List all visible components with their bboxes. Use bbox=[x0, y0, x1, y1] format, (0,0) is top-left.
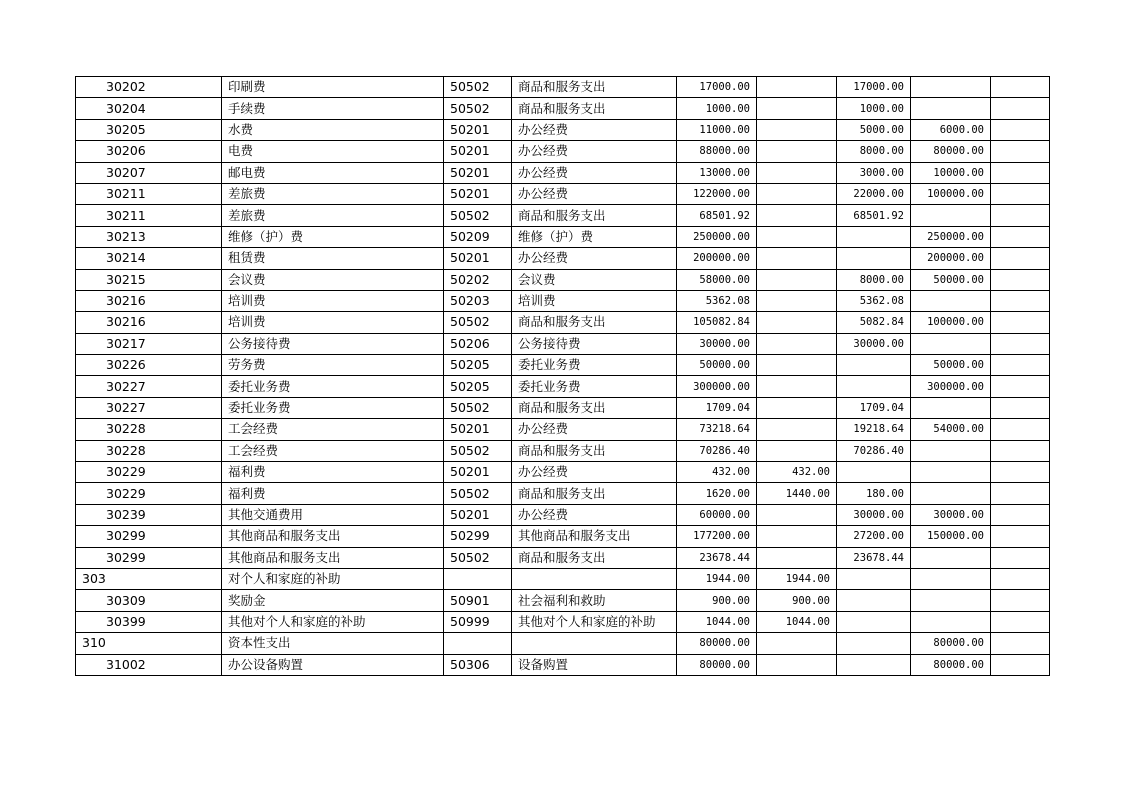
table-row bbox=[76, 568, 1050, 589]
total-amount-cell: 250000.00 bbox=[677, 226, 757, 247]
function-code-cell: 30217 bbox=[76, 333, 222, 354]
function-name-cell: 培训费 bbox=[222, 290, 444, 311]
amount-col1-cell bbox=[757, 183, 837, 204]
economic-code-cell: 50502 bbox=[444, 77, 512, 98]
total-amount-cell: 177200.00 bbox=[677, 526, 757, 547]
function-name-cell: 工会经费 bbox=[222, 419, 444, 440]
amount-col1-cell bbox=[757, 547, 837, 568]
economic-name-cell: 商品和服务支出 bbox=[512, 397, 677, 418]
amount-col3-cell: 150000.00 bbox=[911, 526, 991, 547]
amount-col3-cell bbox=[911, 397, 991, 418]
amount-col2-cell: 27200.00 bbox=[837, 526, 911, 547]
amount-col4-cell bbox=[991, 312, 1050, 333]
amount-col4-cell bbox=[991, 162, 1050, 183]
amount-col2-cell: 5082.84 bbox=[837, 312, 911, 333]
economic-name-cell: 商品和服务支出 bbox=[512, 483, 677, 504]
table-row bbox=[76, 483, 1050, 504]
economic-name-cell: 其他对个人和家庭的补助 bbox=[512, 611, 677, 632]
function-name-cell: 其他对个人和家庭的补助 bbox=[222, 611, 444, 632]
amount-col4-cell bbox=[991, 419, 1050, 440]
table-row bbox=[76, 290, 1050, 311]
function-code-cell: 30202 bbox=[76, 77, 222, 98]
amount-col4-cell bbox=[991, 119, 1050, 140]
amount-col1-cell bbox=[757, 397, 837, 418]
amount-col1-cell bbox=[757, 269, 837, 290]
economic-name-cell: 公务接待费 bbox=[512, 333, 677, 354]
economic-name-cell: 办公经费 bbox=[512, 462, 677, 483]
function-name-cell: 委托业务费 bbox=[222, 397, 444, 418]
total-amount-cell: 80000.00 bbox=[677, 654, 757, 675]
table-row bbox=[76, 183, 1050, 204]
table-row bbox=[76, 248, 1050, 269]
amount-col1-cell bbox=[757, 526, 837, 547]
total-amount-cell: 58000.00 bbox=[677, 269, 757, 290]
function-code-cell: 30299 bbox=[76, 547, 222, 568]
amount-col4-cell bbox=[991, 568, 1050, 589]
amount-col3-cell bbox=[911, 547, 991, 568]
table-row bbox=[76, 355, 1050, 376]
amount-col2-cell: 70286.40 bbox=[837, 440, 911, 461]
total-amount-cell: 122000.00 bbox=[677, 183, 757, 204]
amount-col1-cell bbox=[757, 312, 837, 333]
function-name-cell: 委托业务费 bbox=[222, 376, 444, 397]
amount-col2-cell bbox=[837, 376, 911, 397]
function-code-cell: 30228 bbox=[76, 440, 222, 461]
economic-code-cell: 50999 bbox=[444, 611, 512, 632]
economic-name-cell: 委托业务费 bbox=[512, 355, 677, 376]
total-amount-cell: 1000.00 bbox=[677, 98, 757, 119]
function-code-cell: 30211 bbox=[76, 183, 222, 204]
economic-code-cell: 50502 bbox=[444, 205, 512, 226]
function-name-cell: 劳务费 bbox=[222, 355, 444, 376]
function-code-cell: 30239 bbox=[76, 504, 222, 525]
economic-code-cell: 50201 bbox=[444, 183, 512, 204]
amount-col4-cell bbox=[991, 226, 1050, 247]
amount-col2-cell: 23678.44 bbox=[837, 547, 911, 568]
function-code-cell: 30399 bbox=[76, 611, 222, 632]
amount-col2-cell: 5000.00 bbox=[837, 119, 911, 140]
table-row bbox=[76, 611, 1050, 632]
amount-col3-cell: 6000.00 bbox=[911, 119, 991, 140]
economic-name-cell: 设备购置 bbox=[512, 654, 677, 675]
table-row bbox=[76, 141, 1050, 162]
economic-code-cell: 50201 bbox=[444, 462, 512, 483]
function-code-cell: 31002 bbox=[76, 654, 222, 675]
amount-col4-cell bbox=[991, 141, 1050, 162]
amount-col4-cell bbox=[991, 483, 1050, 504]
economic-name-cell: 商品和服务支出 bbox=[512, 205, 677, 226]
total-amount-cell: 68501.92 bbox=[677, 205, 757, 226]
amount-col4-cell bbox=[991, 590, 1050, 611]
economic-name-cell: 商品和服务支出 bbox=[512, 440, 677, 461]
total-amount-cell: 1709.04 bbox=[677, 397, 757, 418]
function-name-cell: 维修（护）费 bbox=[222, 226, 444, 247]
function-name-cell: 福利费 bbox=[222, 462, 444, 483]
total-amount-cell: 11000.00 bbox=[677, 119, 757, 140]
amount-col2-cell: 30000.00 bbox=[837, 504, 911, 525]
amount-col2-cell: 30000.00 bbox=[837, 333, 911, 354]
amount-col2-cell: 5362.08 bbox=[837, 290, 911, 311]
table-row bbox=[76, 226, 1050, 247]
amount-col4-cell bbox=[991, 376, 1050, 397]
economic-code-cell: 50299 bbox=[444, 526, 512, 547]
function-name-cell: 邮电费 bbox=[222, 162, 444, 183]
amount-col3-cell bbox=[911, 440, 991, 461]
economic-name-cell: 会议费 bbox=[512, 269, 677, 290]
function-code-cell: 30226 bbox=[76, 355, 222, 376]
function-code-cell: 30229 bbox=[76, 483, 222, 504]
amount-col4-cell bbox=[991, 504, 1050, 525]
table-row bbox=[76, 312, 1050, 333]
amount-col2-cell: 68501.92 bbox=[837, 205, 911, 226]
function-name-cell: 奖励金 bbox=[222, 590, 444, 611]
amount-col1-cell: 1944.00 bbox=[757, 568, 837, 589]
amount-col3-cell: 100000.00 bbox=[911, 183, 991, 204]
amount-col1-cell: 1044.00 bbox=[757, 611, 837, 632]
amount-col4-cell bbox=[991, 462, 1050, 483]
amount-col1-cell bbox=[757, 248, 837, 269]
economic-name-cell: 商品和服务支出 bbox=[512, 547, 677, 568]
function-name-cell: 福利费 bbox=[222, 483, 444, 504]
amount-col3-cell bbox=[911, 333, 991, 354]
amount-col1-cell bbox=[757, 141, 837, 162]
total-amount-cell: 300000.00 bbox=[677, 376, 757, 397]
function-name-cell: 电费 bbox=[222, 141, 444, 162]
amount-col2-cell bbox=[837, 462, 911, 483]
total-amount-cell: 70286.40 bbox=[677, 440, 757, 461]
function-name-cell: 印刷费 bbox=[222, 77, 444, 98]
table-row bbox=[76, 440, 1050, 461]
amount-col2-cell bbox=[837, 568, 911, 589]
economic-code-cell: 50201 bbox=[444, 248, 512, 269]
economic-name-cell: 办公经费 bbox=[512, 119, 677, 140]
total-amount-cell: 30000.00 bbox=[677, 333, 757, 354]
amount-col1-cell bbox=[757, 355, 837, 376]
economic-name-cell: 办公经费 bbox=[512, 162, 677, 183]
amount-col1-cell bbox=[757, 205, 837, 226]
function-name-cell: 培训费 bbox=[222, 312, 444, 333]
table-row bbox=[76, 397, 1050, 418]
total-amount-cell: 88000.00 bbox=[677, 141, 757, 162]
amount-col4-cell bbox=[991, 290, 1050, 311]
economic-name-cell: 办公经费 bbox=[512, 248, 677, 269]
function-name-cell: 水费 bbox=[222, 119, 444, 140]
total-amount-cell: 17000.00 bbox=[677, 77, 757, 98]
total-amount-cell: 900.00 bbox=[677, 590, 757, 611]
amount-col4-cell bbox=[991, 355, 1050, 376]
amount-col2-cell: 180.00 bbox=[837, 483, 911, 504]
function-code-cell: 30207 bbox=[76, 162, 222, 183]
amount-col4-cell bbox=[991, 333, 1050, 354]
economic-code-cell: 50502 bbox=[444, 547, 512, 568]
economic-name-cell: 维修（护）费 bbox=[512, 226, 677, 247]
amount-col3-cell: 50000.00 bbox=[911, 269, 991, 290]
economic-code-cell: 50206 bbox=[444, 333, 512, 354]
table-row bbox=[76, 98, 1050, 119]
amount-col1-cell bbox=[757, 654, 837, 675]
function-code-cell: 30228 bbox=[76, 419, 222, 440]
total-amount-cell: 60000.00 bbox=[677, 504, 757, 525]
table-row bbox=[76, 526, 1050, 547]
amount-col4-cell bbox=[991, 397, 1050, 418]
function-name-cell: 差旅费 bbox=[222, 183, 444, 204]
amount-col4-cell bbox=[991, 633, 1050, 654]
function-name-cell: 其他交通费用 bbox=[222, 504, 444, 525]
economic-code-cell: 50502 bbox=[444, 440, 512, 461]
amount-col3-cell: 80000.00 bbox=[911, 633, 991, 654]
table-row bbox=[76, 654, 1050, 675]
amount-col4-cell bbox=[991, 526, 1050, 547]
amount-col1-cell bbox=[757, 119, 837, 140]
function-code-cell: 30229 bbox=[76, 462, 222, 483]
amount-col3-cell: 80000.00 bbox=[911, 141, 991, 162]
economic-name-cell: 办公经费 bbox=[512, 419, 677, 440]
amount-col4-cell bbox=[991, 547, 1050, 568]
table-row bbox=[76, 119, 1050, 140]
amount-col2-cell bbox=[837, 611, 911, 632]
table-row bbox=[76, 77, 1050, 98]
economic-code-cell: 50205 bbox=[444, 355, 512, 376]
table-row bbox=[76, 269, 1050, 290]
table-row bbox=[76, 504, 1050, 525]
total-amount-cell: 50000.00 bbox=[677, 355, 757, 376]
table-body bbox=[76, 77, 1050, 676]
amount-col3-cell: 200000.00 bbox=[911, 248, 991, 269]
table-row bbox=[76, 162, 1050, 183]
amount-col2-cell bbox=[837, 226, 911, 247]
amount-col2-cell: 1000.00 bbox=[837, 98, 911, 119]
function-code-cell: 30213 bbox=[76, 226, 222, 247]
economic-name-cell: 商品和服务支出 bbox=[512, 77, 677, 98]
amount-col1-cell bbox=[757, 419, 837, 440]
amount-col2-cell: 8000.00 bbox=[837, 269, 911, 290]
economic-name-cell: 社会福利和救助 bbox=[512, 590, 677, 611]
amount-col3-cell: 50000.00 bbox=[911, 355, 991, 376]
amount-col2-cell bbox=[837, 633, 911, 654]
function-code-cell: 30211 bbox=[76, 205, 222, 226]
amount-col4-cell bbox=[991, 269, 1050, 290]
amount-col3-cell bbox=[911, 98, 991, 119]
amount-col3-cell bbox=[911, 205, 991, 226]
total-amount-cell: 23678.44 bbox=[677, 547, 757, 568]
amount-col1-cell bbox=[757, 77, 837, 98]
amount-col3-cell bbox=[911, 290, 991, 311]
amount-col2-cell: 8000.00 bbox=[837, 141, 911, 162]
amount-col1-cell bbox=[757, 376, 837, 397]
amount-col2-cell: 3000.00 bbox=[837, 162, 911, 183]
amount-col2-cell bbox=[837, 590, 911, 611]
economic-code-cell: 50201 bbox=[444, 504, 512, 525]
total-amount-cell: 1620.00 bbox=[677, 483, 757, 504]
economic-code-cell: 50202 bbox=[444, 269, 512, 290]
economic-code-cell: 50502 bbox=[444, 483, 512, 504]
economic-name-cell: 办公经费 bbox=[512, 504, 677, 525]
amount-col2-cell bbox=[837, 355, 911, 376]
total-amount-cell: 1944.00 bbox=[677, 568, 757, 589]
economic-code-cell: 50201 bbox=[444, 162, 512, 183]
amount-col4-cell bbox=[991, 248, 1050, 269]
economic-code-cell: 50901 bbox=[444, 590, 512, 611]
function-name-cell: 工会经费 bbox=[222, 440, 444, 461]
economic-code-cell: 50201 bbox=[444, 141, 512, 162]
total-amount-cell: 80000.00 bbox=[677, 633, 757, 654]
economic-code-cell: 50203 bbox=[444, 290, 512, 311]
function-code-cell: 30299 bbox=[76, 526, 222, 547]
amount-col4-cell bbox=[991, 77, 1050, 98]
economic-code-cell: 50201 bbox=[444, 419, 512, 440]
function-code-cell: 30214 bbox=[76, 248, 222, 269]
economic-code-cell: 50502 bbox=[444, 98, 512, 119]
total-amount-cell: 105082.84 bbox=[677, 312, 757, 333]
function-code-cell: 30215 bbox=[76, 269, 222, 290]
economic-name-cell: 商品和服务支出 bbox=[512, 98, 677, 119]
economic-code-cell: 50209 bbox=[444, 226, 512, 247]
table-row bbox=[76, 376, 1050, 397]
economic-name-cell: 商品和服务支出 bbox=[512, 312, 677, 333]
amount-col3-cell: 250000.00 bbox=[911, 226, 991, 247]
amount-col4-cell bbox=[991, 205, 1050, 226]
amount-col1-cell bbox=[757, 504, 837, 525]
function-name-cell: 会议费 bbox=[222, 269, 444, 290]
economic-name-cell: 办公经费 bbox=[512, 183, 677, 204]
function-name-cell: 资本性支出 bbox=[222, 633, 444, 654]
amount-col2-cell: 17000.00 bbox=[837, 77, 911, 98]
amount-col2-cell: 22000.00 bbox=[837, 183, 911, 204]
amount-col1-cell: 432.00 bbox=[757, 462, 837, 483]
function-name-cell: 对个人和家庭的补助 bbox=[222, 568, 444, 589]
amount-col3-cell: 300000.00 bbox=[911, 376, 991, 397]
function-name-cell: 其他商品和服务支出 bbox=[222, 547, 444, 568]
amount-col1-cell bbox=[757, 162, 837, 183]
function-name-cell: 其他商品和服务支出 bbox=[222, 526, 444, 547]
function-code-cell: 30205 bbox=[76, 119, 222, 140]
amount-col1-cell bbox=[757, 440, 837, 461]
amount-col1-cell bbox=[757, 333, 837, 354]
economic-name-cell: 办公经费 bbox=[512, 141, 677, 162]
function-name-cell: 公务接待费 bbox=[222, 333, 444, 354]
total-amount-cell: 73218.64 bbox=[677, 419, 757, 440]
function-code-cell: 310 bbox=[76, 633, 222, 654]
table-row bbox=[76, 419, 1050, 440]
economic-code-cell: 50502 bbox=[444, 312, 512, 333]
function-code-cell: 303 bbox=[76, 568, 222, 589]
function-code-cell: 30216 bbox=[76, 312, 222, 333]
function-code-cell: 30227 bbox=[76, 397, 222, 418]
amount-col2-cell bbox=[837, 248, 911, 269]
amount-col3-cell: 30000.00 bbox=[911, 504, 991, 525]
total-amount-cell: 432.00 bbox=[677, 462, 757, 483]
amount-col1-cell bbox=[757, 290, 837, 311]
economic-name-cell: 委托业务费 bbox=[512, 376, 677, 397]
amount-col1-cell bbox=[757, 226, 837, 247]
amount-col4-cell bbox=[991, 654, 1050, 675]
total-amount-cell: 5362.08 bbox=[677, 290, 757, 311]
economic-name-cell: 其他商品和服务支出 bbox=[512, 526, 677, 547]
function-name-cell: 办公设备购置 bbox=[222, 654, 444, 675]
amount-col3-cell: 100000.00 bbox=[911, 312, 991, 333]
economic-code-cell: 50201 bbox=[444, 119, 512, 140]
economic-code-cell: 50502 bbox=[444, 397, 512, 418]
amount-col1-cell: 900.00 bbox=[757, 590, 837, 611]
table-row bbox=[76, 462, 1050, 483]
function-code-cell: 30204 bbox=[76, 98, 222, 119]
amount-col4-cell bbox=[991, 611, 1050, 632]
economic-code-cell bbox=[444, 568, 512, 589]
function-code-cell: 30216 bbox=[76, 290, 222, 311]
amount-col4-cell bbox=[991, 98, 1050, 119]
amount-col3-cell bbox=[911, 462, 991, 483]
amount-col1-cell: 1440.00 bbox=[757, 483, 837, 504]
amount-col2-cell bbox=[837, 654, 911, 675]
function-name-cell: 手续费 bbox=[222, 98, 444, 119]
budget-table-container bbox=[75, 76, 1050, 676]
function-code-cell: 30206 bbox=[76, 141, 222, 162]
amount-col3-cell: 80000.00 bbox=[911, 654, 991, 675]
table-row bbox=[76, 590, 1050, 611]
economic-code-cell bbox=[444, 633, 512, 654]
function-name-cell: 租赁费 bbox=[222, 248, 444, 269]
total-amount-cell: 200000.00 bbox=[677, 248, 757, 269]
table-row bbox=[76, 333, 1050, 354]
amount-col3-cell bbox=[911, 483, 991, 504]
economic-code-cell: 50205 bbox=[444, 376, 512, 397]
total-amount-cell: 13000.00 bbox=[677, 162, 757, 183]
amount-col4-cell bbox=[991, 183, 1050, 204]
amount-col3-cell: 10000.00 bbox=[911, 162, 991, 183]
economic-name-cell bbox=[512, 633, 677, 654]
amount-col3-cell bbox=[911, 77, 991, 98]
table-row bbox=[76, 633, 1050, 654]
amount-col1-cell bbox=[757, 98, 837, 119]
function-name-cell: 差旅费 bbox=[222, 205, 444, 226]
table-row bbox=[76, 205, 1050, 226]
economic-name-cell: 培训费 bbox=[512, 290, 677, 311]
amount-col3-cell bbox=[911, 611, 991, 632]
amount-col2-cell: 1709.04 bbox=[837, 397, 911, 418]
amount-col3-cell bbox=[911, 568, 991, 589]
amount-col4-cell bbox=[991, 440, 1050, 461]
total-amount-cell: 1044.00 bbox=[677, 611, 757, 632]
economic-code-cell: 50306 bbox=[444, 654, 512, 675]
economic-name-cell bbox=[512, 568, 677, 589]
amount-col3-cell: 54000.00 bbox=[911, 419, 991, 440]
table-row bbox=[76, 547, 1050, 568]
amount-col3-cell bbox=[911, 590, 991, 611]
function-code-cell: 30227 bbox=[76, 376, 222, 397]
function-code-cell: 30309 bbox=[76, 590, 222, 611]
amount-col2-cell: 19218.64 bbox=[837, 419, 911, 440]
budget-table bbox=[75, 76, 1050, 676]
amount-col1-cell bbox=[757, 633, 837, 654]
